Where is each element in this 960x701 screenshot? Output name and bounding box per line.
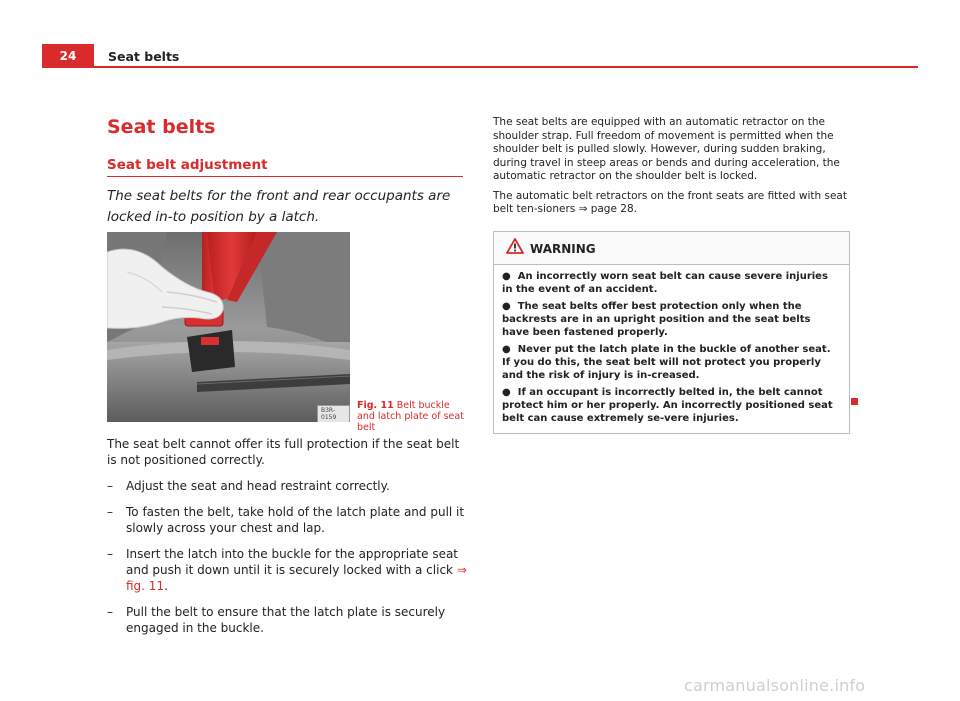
section-end-marker bbox=[851, 398, 858, 405]
subtitle-rule bbox=[107, 176, 463, 177]
figure-label: Fig. 11 bbox=[357, 400, 394, 411]
bullet-icon: ● bbox=[502, 301, 511, 312]
step-text: Insert the latch into the buckle for the appropriate seat and push it down until it is securely locked with a click bbox=[126, 547, 459, 577]
list-item bbox=[107, 504, 467, 536]
list-dash: – bbox=[107, 479, 113, 493]
list-item bbox=[107, 478, 467, 494]
warning-item bbox=[502, 270, 841, 296]
figure-reference-link[interactable]: ⇒ fig. 11 bbox=[126, 563, 467, 593]
lead-paragraph: The seat belts for the front and rear occupants are locked in-to position by a latch. bbox=[107, 188, 451, 225]
figure-caption bbox=[357, 400, 467, 433]
bullet-icon: ● bbox=[502, 387, 511, 398]
list-item bbox=[107, 604, 467, 636]
warning-box bbox=[493, 231, 850, 434]
section-title: Seat belts bbox=[107, 116, 216, 138]
warning-item bbox=[502, 386, 841, 425]
step-text: Adjust the seat and head restraint correctly. bbox=[126, 479, 390, 493]
tensioner-paragraph: The automatic belt retractors on the front seats are fitted with seat belt ten-sioners ⇒ page 28. bbox=[493, 189, 847, 215]
warning-item-text: Never put the latch plate in the buckle of another seat. If you do this, the seat belt will not protect you properly and the risk of injury is in-creased. bbox=[502, 344, 831, 381]
steps-list bbox=[107, 478, 467, 646]
running-title: Seat belts bbox=[108, 49, 180, 64]
page-number: 24 bbox=[42, 44, 94, 68]
warning-triangle-icon bbox=[506, 238, 524, 254]
list-dash: – bbox=[107, 547, 113, 561]
step-text: To fasten the belt, take hold of the latch plate and pull it slowly across your chest and lap. bbox=[126, 505, 465, 535]
intro-paragraph: The seat belt cannot offer its full protection if the seat belt is not positioned correctly. bbox=[107, 437, 460, 467]
warning-item bbox=[502, 300, 841, 339]
watermark-logo: carmanualsonline.info bbox=[684, 676, 866, 695]
header-rule bbox=[42, 66, 918, 68]
warning-item-text: An incorrectly worn seat belt can cause severe injuries in the event of an accident. bbox=[502, 271, 828, 295]
step-text-end: . bbox=[164, 579, 168, 593]
figure-caption-text: Belt buckle and latch plate of seat belt bbox=[357, 400, 464, 433]
warning-title: WARNING bbox=[530, 242, 596, 256]
bullet-icon: ● bbox=[502, 271, 511, 282]
list-dash: – bbox=[107, 605, 113, 619]
warning-body bbox=[494, 265, 849, 433]
step-text: Pull the belt to ensure that the latch plate is securely engaged in the buckle. bbox=[126, 605, 446, 635]
photo-illustration bbox=[107, 232, 350, 422]
section-subtitle: Seat belt adjustment bbox=[107, 157, 268, 173]
warning-item bbox=[502, 343, 841, 382]
warning-header bbox=[494, 232, 849, 265]
list-dash: – bbox=[107, 505, 113, 519]
bullet-icon: ● bbox=[502, 344, 511, 355]
retractor-paragraph: The seat belts are equipped with an automatic retractor on the shoulder strap. Full freedom of movement is permitted when the shoulder belt is pulled slowly. However, during sudden braking, during travel in steep areas or bends and during acceleration, the automatic retractor on the shoulder belt is locked. bbox=[493, 116, 840, 182]
list-item bbox=[107, 546, 467, 594]
warning-item-text: If an occupant is incorrectly belted in, the belt cannot protect him or her properly. An incorrectly positioned seat belt can cause extremely se-vere injuries. bbox=[502, 387, 833, 424]
right-column bbox=[493, 116, 848, 223]
warning-item-text: The seat belts offer best protection only when the backrests are in an upright position and the seat belts have been fastened properly. bbox=[502, 301, 811, 338]
photo-code: B3R-0159 bbox=[317, 405, 350, 422]
seat-belt-buckle-photo bbox=[107, 232, 350, 422]
